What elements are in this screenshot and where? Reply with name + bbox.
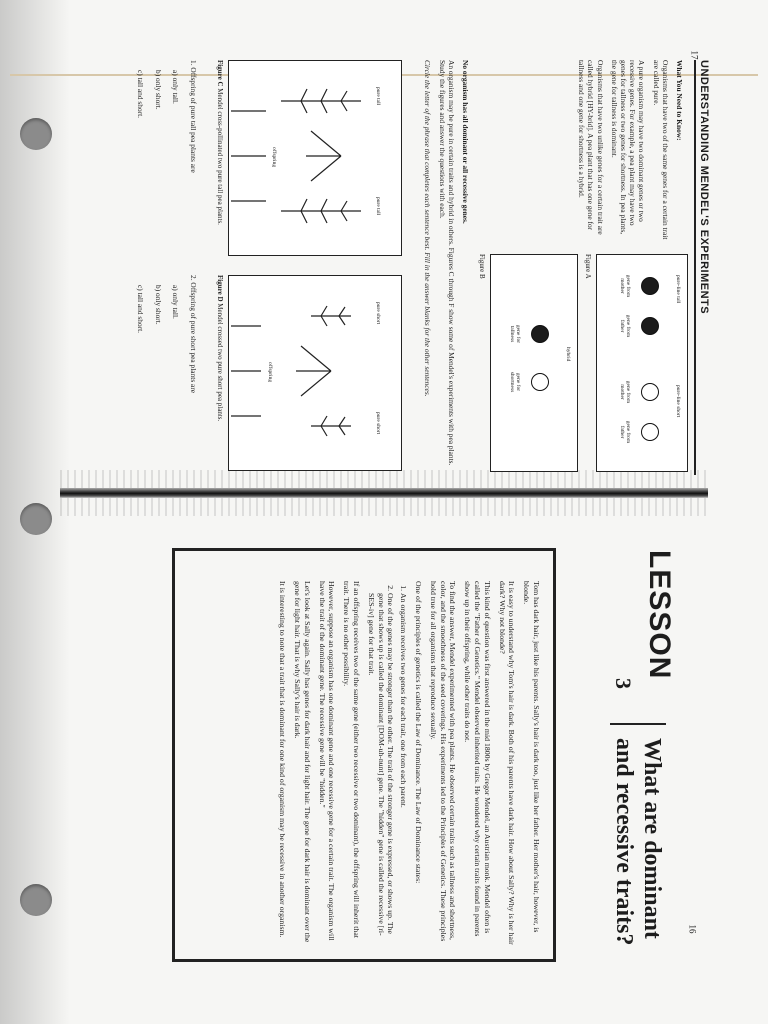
paragraph: A pure organism may have two dominant genes or two recessive genes. For example, a pea plant may have two genes for tallness or two genes for shortness. In pea plants, the gene for tallness is dominant. xyxy=(609,60,647,235)
recessive-gene-icon xyxy=(641,383,659,401)
figure-b-caption: Figure B xyxy=(478,254,486,279)
section-heading: What You Need to Know: xyxy=(675,60,684,141)
figure-c-caption xyxy=(216,60,224,256)
paragraph: It is easy to understand why Tom's hair is dark. Both of his parents have dark hair. How about Sally? Why is her hair dark? Why not blonde? xyxy=(497,581,517,945)
figure-a-box xyxy=(596,254,688,472)
page-title: UNDERSTANDING MENDEL'S EXPERIMENTS xyxy=(698,60,710,315)
paragraph: One of the principles of genetics is called the Law of Dominance. The Law of Dominance states: xyxy=(414,581,424,884)
gene-label: gene from mother xyxy=(619,380,631,404)
gene-label: gene from mother xyxy=(619,274,631,298)
answer-option: c) tall and short. xyxy=(136,70,146,119)
figure-d-caption-text: Mendel crossed two pure short pea plants. xyxy=(216,303,224,422)
law-of-dominance-list xyxy=(366,581,408,947)
figure-c-box xyxy=(228,60,402,256)
paragraph: Organisms that have two unlike genes for a certain trait are called hybrid [HY-brid]. A pea plant that has one gene for tallness and one gene for shortness is a hybrid. xyxy=(577,60,605,235)
key-statement: No organism has all dominant or all recessive genes. xyxy=(461,60,470,224)
list-item: 1. An organism receives two genes for each trait, one from each parent. xyxy=(398,593,408,947)
dominant-gene-icon xyxy=(531,325,549,343)
paragraph: An organism may be pure in certain traits and hybrid in others. Figures C through F show some of Mendel's experiments with pea plants. Study the figures and answer the questions with each. xyxy=(437,60,456,466)
text-column xyxy=(572,60,684,242)
fig-c-label: offspring xyxy=(271,147,277,168)
recessive-gene-icon xyxy=(531,373,549,391)
figure-d-caption-bold: Figure D xyxy=(216,275,224,302)
figure-c-caption-text: Mendel cross-pollinated two pure tall pea plants. xyxy=(216,88,224,225)
lesson-title xyxy=(610,738,666,946)
fig-d-label: offspring xyxy=(267,362,273,383)
paragraph: Tom has dark hair, just like his parents. Sally's hair is dark too, just like her father. Her mother's hair, however, is blonde. xyxy=(522,581,541,933)
question-text: 1. Offspring of pure tall pea plants are xyxy=(189,60,198,173)
fig-b-label: hybrid xyxy=(565,347,571,362)
fig-c-label: pure tall xyxy=(375,87,381,106)
question-2 xyxy=(128,275,198,471)
answer-option: a) only tall. xyxy=(171,285,181,319)
lesson-label: LESSON xyxy=(643,550,676,680)
lesson-page xyxy=(164,548,684,964)
dominant-gene-icon xyxy=(641,277,659,295)
title-rule xyxy=(694,60,696,475)
dominant-gene-icon xyxy=(641,317,659,335)
binder-hole-bottom xyxy=(20,884,52,916)
binder-hole-top xyxy=(20,118,52,150)
instructions-block xyxy=(418,60,470,475)
lesson-text-box xyxy=(172,548,556,962)
lesson-title-line2: and recessive traits? xyxy=(611,738,637,946)
figure-c-caption-bold: Figure C xyxy=(216,60,224,87)
figure-d-box xyxy=(228,275,402,471)
paragraph: This kind of question was first answered in the mid 1800s by Gregor Mendel, an Austrian monk. Mendel often is called the "Father of Genetics." Mendel observed inherited traits. He wondered why certain traits found in parents show up in their offspring, while other traits do not. xyxy=(463,581,492,937)
mendel-page xyxy=(100,60,710,475)
figure-b-box xyxy=(490,254,578,472)
lesson-number: 3 xyxy=(611,678,636,689)
question-1 xyxy=(128,60,198,256)
answer-option: a) only tall. xyxy=(171,70,181,104)
binder-hole-middle xyxy=(20,503,52,535)
figure-d-caption xyxy=(216,275,224,471)
fig-a-label-short: pure-line short xyxy=(675,385,681,418)
fig-d-label: pure short xyxy=(375,302,381,325)
paragraph: If an offspring receives two of the same gene (either two recessive or two dominant), the offspring will inherit that trait. There is no other possibility. xyxy=(342,581,362,938)
answer-option: b) only short. xyxy=(153,285,163,325)
paragraph: However, suppose an organism has one dominant gene and one recessive gene for a certain trait. The organism will have the trait of the dominant gene. The recessive gene will be "hidden." xyxy=(317,581,337,941)
book-spine xyxy=(60,488,708,498)
gene-label: gene from father xyxy=(619,420,631,444)
header-divider xyxy=(610,723,666,725)
lesson-title-line1: What are dominant xyxy=(639,738,665,939)
gene-label: gene from father xyxy=(619,314,631,338)
paragraph: Organisms that have two of the same genes for a certain trait are called pure. xyxy=(651,60,670,240)
paragraph: It is interesting to note that a trait that is dominant for one kind of organism may be recessive in another organism. xyxy=(278,581,288,938)
instructions: Circle the letter of the phrase that completes each sentence best. Fill in the answer blanks for the other sentences. xyxy=(423,60,433,397)
answer-option: c) tall and short. xyxy=(136,285,146,334)
answer-option: b) only short. xyxy=(153,70,163,110)
page-number-left: 16 xyxy=(687,924,698,934)
paragraph: Let's look at Sally again. Sally has genes for dark hair and for light hair. The gene for dark hair is dominant over the gene for light hair. That is why Sally's hair is dark. xyxy=(293,581,312,943)
question-text: 2. Offspring of pure short pea plants are xyxy=(189,275,198,394)
page-number-right: 17 xyxy=(689,50,700,60)
fig-a-label-tall: pure-line tall xyxy=(675,275,681,304)
gene-label: gene for shortness xyxy=(509,371,521,393)
recessive-gene-icon xyxy=(641,423,659,441)
fig-c-label: pure tall xyxy=(375,197,381,216)
list-item: 2. One of the genes may be stronger than the other. The trait of the stronger gene is expressed, or shows up. The gene that shows up is called the dominant [DOM-uh-nunt] gene. The "hidden" gene is called the recessive [ri-SES-iv] gene for that trait. xyxy=(366,593,395,947)
fig-d-label: pure short xyxy=(375,412,381,435)
figure-a-caption: Figure A xyxy=(584,254,592,279)
gene-label: gene for tallness xyxy=(509,324,521,344)
paragraph: To find the answer, Mendel experimented with pea plants. He observed certain traits such as tallness and shortness, color, and the smoothness of the seed coverings. His experiments led to the Principles of Genetics. These principles hold true for all organisms that reproduce sexually. xyxy=(428,581,458,942)
